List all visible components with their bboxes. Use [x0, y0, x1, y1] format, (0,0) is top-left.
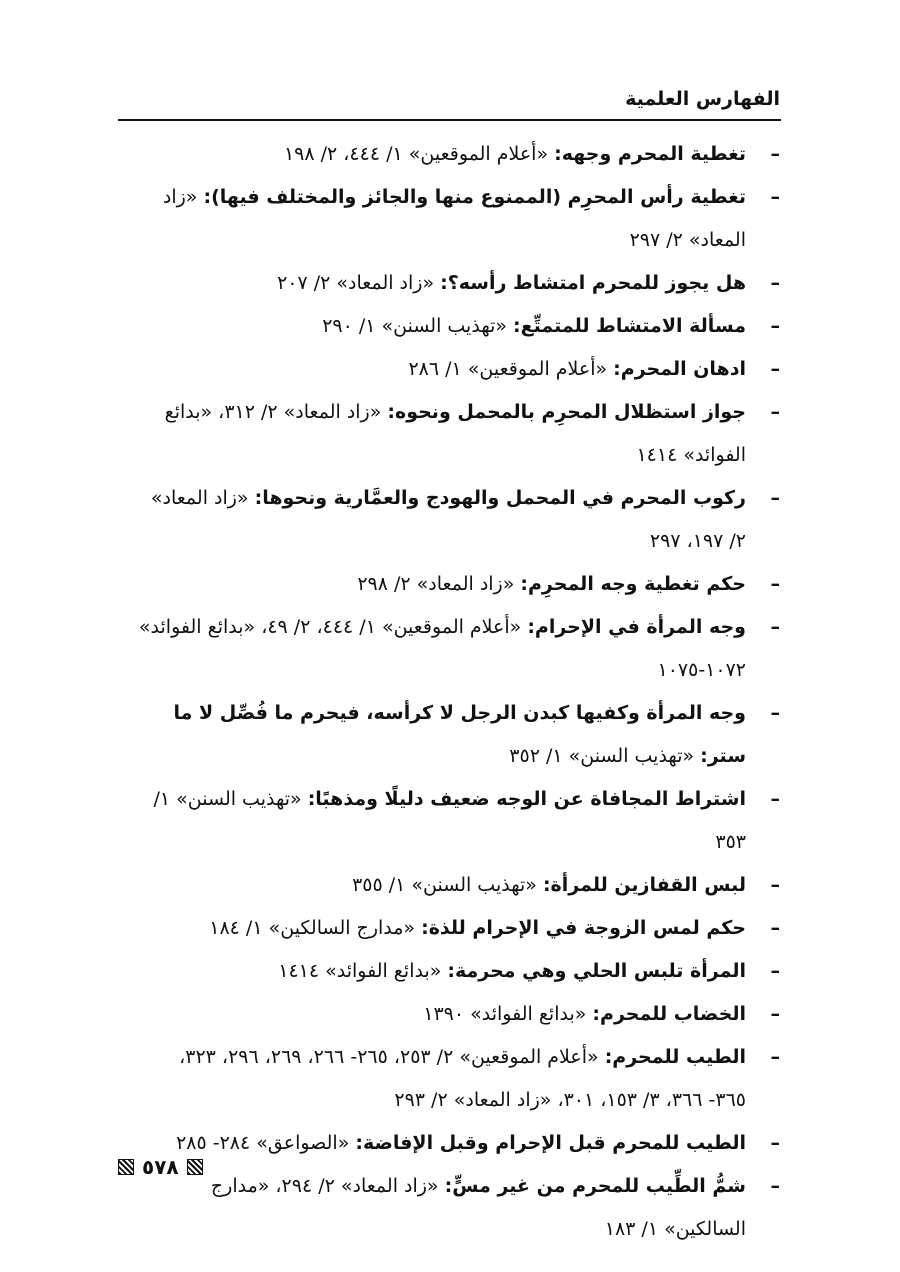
dash-marker: – — [770, 573, 780, 595]
entry-references: «تهذيب السنن» ١/ ٣٥٢ — [509, 745, 701, 767]
entry-heading: لبس القفازين للمرأة: — [542, 874, 746, 896]
entry-references: «زاد المعاد» ٢/ ٢٩٤، «مدارج السالكين» ١/ ١٨٣ — [210, 1175, 746, 1240]
dash-marker: – — [770, 186, 780, 208]
entry-references: «أعلام الموقعين» ٢/ ٢٥٣، ٢٦٥- ٢٦٦، ٢٦٩، ٢٩٦، ٣٢٣، ٣٦٥- ٣٦٦، ٣/ ١٥٣، ٣٠١، «زاد المعاد» ٢/ ٢٩٣ — [179, 1046, 746, 1111]
index-entry — [138, 907, 780, 950]
index-entries — [138, 133, 780, 1251]
entry-heading: اشتراط المجافاة عن الوجه ضعيف دليلًا ومذهبًا: — [307, 788, 746, 810]
entry-heading: جواز استظلال المحرِم بالمحمل ونحوه: — [387, 401, 746, 423]
entry-heading: تغطية المحرم وجهه: — [554, 143, 746, 165]
entry-heading: وجه المرأة وكفيها كبدن الرجل لا كرأسه، فيحرم ما فُصِّل لا ما ستر: — [173, 702, 746, 767]
dash-marker: – — [770, 874, 780, 896]
dash-marker: – — [770, 1175, 780, 1197]
index-entry — [138, 391, 780, 477]
index-entry — [138, 1165, 780, 1251]
entry-references: «زاد المعاد» ٢/ ٣١٢، «بدائع الفوائد» ١٤١٤ — [164, 401, 746, 466]
entry-references: «زاد المعاد» ٢/ ٢٩٨ — [357, 573, 521, 595]
index-entry — [138, 993, 780, 1036]
entry-references: «زاد المعاد» ٢/ ٢٠٧ — [277, 272, 441, 294]
entry-references: «زاد المعاد» ٢/ ١٩٧، ٢٩٧ — [150, 487, 746, 552]
index-entry — [138, 950, 780, 993]
entry-references: «أعلام الموقعين» ١/ ٢٨٦ — [408, 358, 614, 380]
index-entry — [138, 606, 780, 692]
dash-marker: – — [770, 702, 780, 724]
index-entry — [138, 563, 780, 606]
dash-marker: – — [770, 315, 780, 337]
entry-heading: هل يجوز للمحرم امتشاط رأسه؟: — [440, 272, 746, 294]
index-entry — [138, 133, 780, 176]
entry-heading: الطيب للمحرم قبل الإحرام وقبل الإفاضة: — [355, 1132, 746, 1154]
running-head: الفهارس العلمية — [625, 88, 780, 110]
index-entry — [138, 864, 780, 907]
index-entry — [138, 305, 780, 348]
dash-marker: – — [770, 616, 780, 638]
dash-marker: – — [770, 487, 780, 509]
page-number: ٥٧٨ — [142, 1155, 179, 1179]
page-footer — [118, 1155, 203, 1179]
entry-heading: حكم تغطية وجه المحرِم: — [520, 573, 746, 595]
index-entry — [138, 348, 780, 391]
index-entry — [138, 1036, 780, 1122]
entry-heading: ركوب المحرم في المحمل والهودج والعمَّارية ونحوها: — [254, 487, 746, 509]
entry-references: «تهذيب السنن» ١/ ٣٥٥ — [352, 874, 543, 896]
dash-marker: – — [770, 917, 780, 939]
entry-heading: حكم لمس الزوجة في الإحرام للذة: — [421, 917, 746, 939]
index-entry — [138, 778, 780, 864]
entry-references: «أعلام الموقعين» ١/ ٤٤٤، ٢/ ٤٩، «بدائع الفوائد» ١٠٧٢-١٠٧٥ — [138, 616, 746, 681]
dash-marker: – — [770, 1046, 780, 1068]
dash-marker: – — [770, 358, 780, 380]
header-rule — [118, 119, 781, 121]
dash-marker: – — [770, 960, 780, 982]
entry-references: «بدائع الفوائد» ١٣٩٠ — [423, 1003, 593, 1025]
entry-references: «بدائع الفوائد» ١٤١٤ — [278, 960, 448, 982]
dash-marker: – — [770, 788, 780, 810]
index-entry — [138, 262, 780, 305]
entry-references: «تهذيب السنن» ١/ ٣٥٣ — [153, 788, 746, 853]
entry-heading: الخضاب للمحرم: — [592, 1003, 746, 1025]
entry-heading: تغطية رأس المحرِم (الممنوع منها والجائز والمختلف فيها): — [203, 186, 746, 208]
index-entry — [138, 1122, 780, 1165]
index-entry — [138, 176, 780, 262]
entry-references: «الصواعق» ٢٨٤- ٢٨٥ — [176, 1132, 356, 1154]
dash-marker: – — [770, 1132, 780, 1154]
dash-marker: – — [770, 272, 780, 294]
index-entry — [138, 477, 780, 563]
entry-heading: الطيب للمحرم: — [604, 1046, 746, 1068]
entry-heading: مسألة الامتشاط للمتمتِّع: — [513, 315, 746, 337]
entry-heading: ادهان المحرم: — [613, 358, 746, 380]
entry-heading: شمُّ الطِّيب للمحرم من غير مسٍّ: — [444, 1175, 746, 1197]
dash-marker: – — [770, 1003, 780, 1025]
ornament-icon — [187, 1159, 203, 1175]
entry-references: «مدارج السالكين» ١/ ١٨٤ — [209, 917, 422, 939]
entry-references: «أعلام الموقعين» ١/ ٤٤٤، ٢/ ١٩٨ — [283, 143, 555, 165]
entry-heading: وجه المرأة في الإحرام: — [527, 616, 746, 638]
ornament-icon — [118, 1159, 134, 1175]
dash-marker: – — [770, 401, 780, 423]
entry-references: «زاد المعاد» ٢/ ٢٩٧ — [162, 186, 746, 251]
dash-marker: – — [770, 143, 780, 165]
entry-heading: المرأة تلبس الحلي وهي محرمة: — [447, 960, 746, 982]
index-entry — [138, 692, 780, 778]
entry-references: «تهذيب السنن» ١/ ٢٩٠ — [322, 315, 514, 337]
